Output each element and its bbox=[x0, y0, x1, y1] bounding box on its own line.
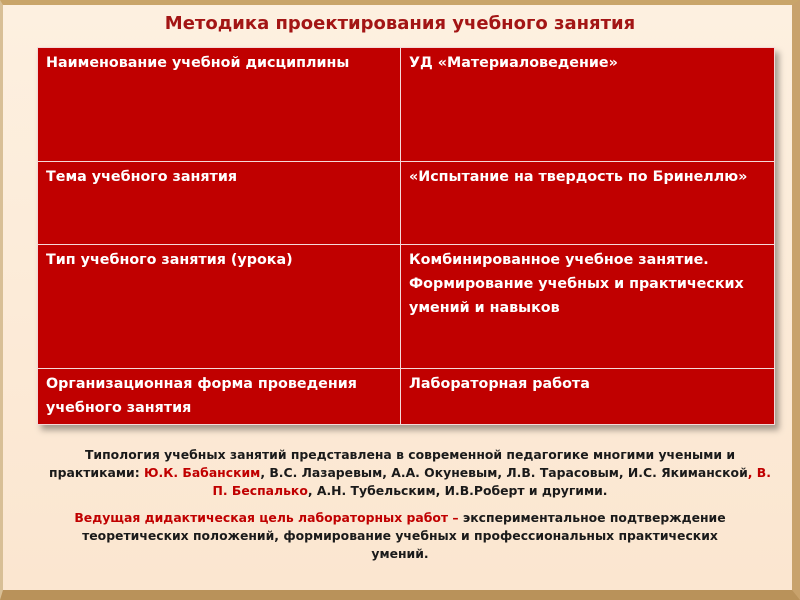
lesson-info-table bbox=[37, 47, 775, 425]
table-cell-value: Лабораторная работа bbox=[401, 369, 775, 425]
table-row bbox=[38, 245, 775, 369]
typology-paragraph bbox=[40, 446, 780, 500]
value-line: Формирование учебных и практических умений и навыков bbox=[409, 276, 744, 317]
highlighted-name: Ю.К. Бабанским bbox=[143, 465, 261, 480]
typology-text: , А.Н. Тубельским, И.В.Роберт и другими. bbox=[307, 483, 608, 498]
table-cell-label: Тип учебного занятия (урока) bbox=[38, 245, 401, 369]
table-cell-value: «Испытание на твердость по Бринеллю» bbox=[401, 161, 775, 244]
typology-text: Типология учебных занятий представлена в современной педагогике многими учеными и практиками: bbox=[49, 447, 736, 480]
goal-paragraph bbox=[70, 509, 730, 563]
goal-text: экспериментальное подтверждение теоретических положений, формирование учебных и профессиональных практических умений. bbox=[82, 510, 726, 561]
typology-text: , В.С. Лазаревым, А.А. Окуневым, Л.В. Тарасовым, И.С. Якиманской bbox=[260, 465, 748, 480]
goal-lead: Ведущая дидактическая цель лабораторных работ – bbox=[74, 510, 463, 525]
table-cell-value bbox=[401, 245, 775, 369]
table-cell-label: Наименование учебной дисциплины bbox=[38, 48, 401, 162]
table-row bbox=[38, 161, 775, 244]
highlighted-name: , В. П. Беспалько bbox=[212, 465, 771, 498]
table-row bbox=[38, 48, 775, 162]
table-cell-label: Тема учебного занятия bbox=[38, 161, 401, 244]
slide-title: Методика проектирования учебного занятия bbox=[164, 13, 636, 34]
value-line: Комбинированное учебное занятие. bbox=[409, 252, 709, 269]
table-cell-value: УД «Материаловедение» bbox=[401, 48, 775, 162]
table-cell-label: Организационная форма проведения учебного занятия bbox=[38, 369, 401, 425]
table-row bbox=[38, 369, 775, 425]
